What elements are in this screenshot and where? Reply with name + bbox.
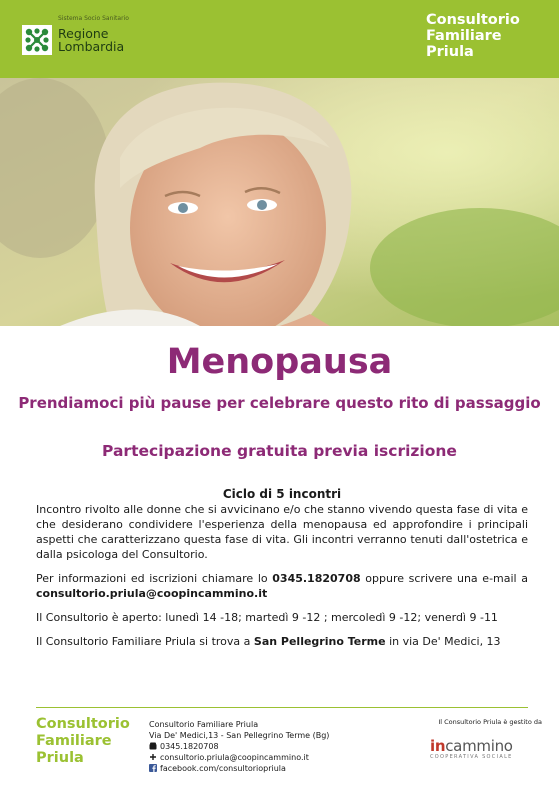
contact-phone-row (149, 741, 329, 752)
location-paragraph (36, 634, 528, 649)
cycle-heading: Ciclo di 5 incontri (222, 487, 342, 501)
info-phone[interactable]: 0345.1820708 (272, 572, 361, 585)
managed-by-note: Il Consultorio Priula è gestito da (438, 718, 542, 726)
facebook-icon (149, 764, 157, 772)
brand-top-line3: Priula (426, 44, 474, 60)
free-participation-note: Partecipazione gratuita previa iscrizione (102, 442, 457, 460)
info-prefix: Per informazioni ed iscrizioni chiamare lo (36, 572, 268, 585)
info-email[interactable]: consultorio.priula@coopincammino.it (36, 587, 268, 600)
brand-bottom (36, 716, 130, 767)
contact-phone[interactable]: 0345.1820708 (160, 742, 219, 751)
incammino-logo (430, 737, 530, 760)
location-prefix: Il Consultorio Familiare Priula si trova a (36, 635, 251, 648)
info-middle: oppure scrivere una e-mail a (365, 572, 528, 585)
contact-email[interactable]: consultorio.priula@coopincammino.it (160, 753, 309, 762)
contact-block (149, 719, 329, 774)
brand-bottom-line1: Consultorio (36, 716, 130, 732)
page-title: Menopausa (166, 342, 393, 382)
contact-address: Via De' Medici,13 - San Pellegrino Terme (Bg) (149, 731, 330, 740)
logo-in: in (430, 737, 446, 755)
footer-divider (36, 707, 528, 708)
brand-top-line2: Familiare (426, 28, 502, 44)
phone-icon (149, 742, 157, 750)
hero-photo (0, 78, 559, 326)
region-name-line2: Lombardia (58, 39, 125, 54)
logo-tagline: COOPERATIVA SOCIALE (430, 754, 513, 760)
contact-facebook[interactable]: facebook.com/consultoriopriula (160, 764, 286, 773)
location-suffix: in via De' Medici, 13 (389, 635, 501, 648)
email-icon (149, 753, 157, 761)
subtitle: Prendiamoci più pause per celebrare questo rito di passaggio (18, 394, 541, 412)
brand-top-line1: Consultorio (426, 12, 520, 28)
regione-lombardia-logo (18, 10, 146, 62)
body-text (36, 487, 528, 649)
rosa-camuna-icon (22, 25, 52, 55)
region-small-text: Sistema Socio Sanitario (58, 15, 129, 22)
info-paragraph (36, 571, 528, 601)
contact-facebook-row (149, 763, 329, 774)
brand-bottom-line2: Familiare (36, 733, 112, 749)
header-band (0, 0, 559, 78)
logo-rest: cammino (445, 737, 513, 755)
brand-top (426, 12, 520, 60)
region-name-line1: Regione (58, 26, 109, 41)
contact-email-row (149, 752, 329, 763)
opening-hours: Il Consultorio è aperto: lunedì 14 -18; martedì 9 -12 ; mercoledì 9 -12; venerdì 9 -11 (36, 611, 498, 624)
description-paragraph: Incontro rivolto alle donne che si avvicinano e/o che stanno vivendo questa fase di vita e che desiderano condividere l'esperienza della menopausa ed approfondire i principali aspetti che caratterizzano questa fase di vita. Gli incontri verranno tenuti dall'ostetrica e dalla psicologa del Consultorio. (36, 503, 528, 561)
brand-bottom-line3: Priula (36, 750, 84, 766)
contact-name: Consultorio Familiare Priula (149, 720, 259, 729)
location-place: San Pellegrino Terme (253, 635, 386, 648)
